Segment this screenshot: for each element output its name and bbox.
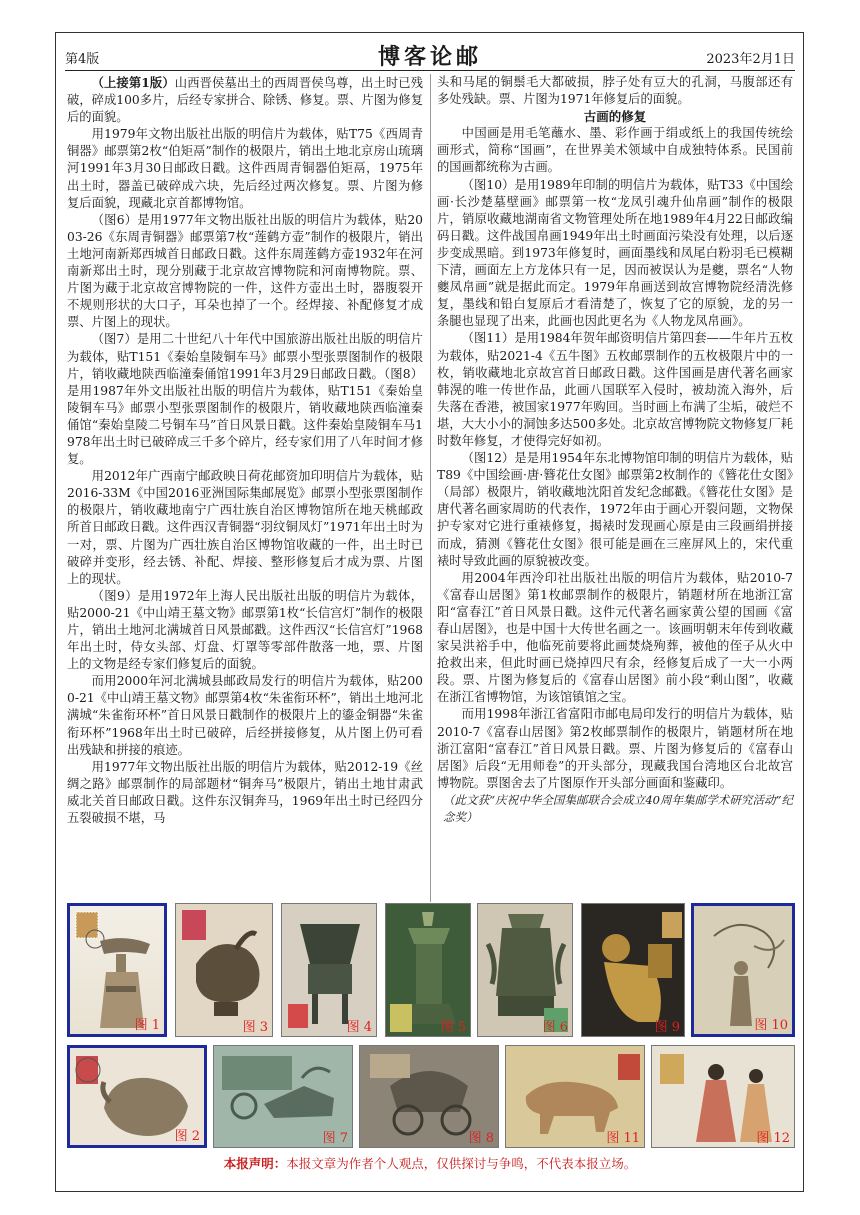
article-column-right — [437, 74, 793, 826]
figure-caption: 图 10 — [754, 1018, 788, 1033]
figure-8 — [359, 1045, 499, 1148]
column-divider — [430, 74, 431, 902]
newspaper-disclaimer — [65, 1154, 795, 1172]
issue-date: 2023年2月1日 — [706, 52, 795, 67]
figure-caption: 图 12 — [756, 1131, 790, 1146]
section-heading: 古画的修复 — [583, 109, 647, 125]
article-paragraph: （图11）是用1984年贺年邮资明信片第四套——牛年片五枚为载体，贴2021-4《五牛图》五枚邮票制作的五枚极限片中的一枚，销收藏地北京故宫首日邮政日戳。这件国画是唐代著名画家韩滉的唯一传世作品，此画八国联军入侵时，被劫流入海外，后失落在香港，被国家1977年购回。当时画上布满了尘垢，破烂不堪，大大小小的洞蚀多达500多处。北京故宫博物院文物修复厂耗时数年修复，才使得完好如初。 — [437, 331, 793, 448]
article-column-left — [67, 74, 423, 827]
article-paragraph — [67, 759, 423, 827]
article-paragraph: 头和马尾的铜鬃毛大都破损，脖子处有豆大的孔洞，马腹部还有多处残缺。票、片图为1971年修复后的面貌。 — [437, 75, 793, 107]
article-paragraph: 而用1998年浙江省富阳市邮电局印发行的明信片为载体，贴2010-7《富春山居图》第2枚邮票制作的极限片，销题材所在地浙江富阳“富春江”首日风景日戳。票、片图为修复后的《富春山居图》后段“无用师卷”的开头部分，现藏我国台湾地区台北故宫博物院。票图舍去了片图原作开头部分画面和鉴藏印。 — [437, 707, 793, 790]
photo-gallery — [67, 903, 795, 1148]
paragraph-text: （图7）是用二十世纪八十年代中国旅游出版社出版的明信片为载体，贴T151《秦始皇陵铜车马》邮票小型张票图制作的极限片，销收藏地陕西临潼秦俑馆1991年3月29日邮政日戳。（图8）是用1987年外文出版社出版的明信片为载体，贴T151《秦始皇陵铜车马》邮票小型张票图制作的极限片，销收藏地陕西临潼秦俑馆“秦始皇陵二号铜车马”首日风景日戳。这件秦始皇陵铜车马1978年出土时已破碎成三千多个碎片，经专家们用了八年时间才修复。 — [67, 332, 423, 467]
figure-6 — [477, 903, 573, 1037]
figure-caption: 图 3 — [242, 1020, 268, 1035]
paragraph-text: 而用2000年河北满城县邮政局发行的明信片为载体，贴2000-21《中山靖王墓文物》邮票第4枚“朱雀衔环杯”，销出土地河北满城“朱雀衔环杯”首日风景日戳制作的极限片上的鎏金铜器“朱雀衔环杯”1968年出土时已破碎，后经拼接修复，从片图上仍可看出残缺和拼接的痕迹。 — [67, 674, 423, 757]
figure-caption: 图 4 — [346, 1020, 372, 1035]
figure-5 — [385, 903, 471, 1037]
figure-9 — [581, 903, 685, 1037]
paragraph-text: 用2012年广西南宁邮政映日荷花邮资加印明信片为载体，贴2016-33M《中国2016亚洲国际集邮展览》邮票小型张票图制作的极限片，销收藏地南宁广西壮族自治区博物馆所在地天桃邮政所首日邮政日戳。这件西汉青铜器“羽纹铜凤灯”1971年出土时为一对，票、片图为广西壮族自治区博物馆收藏的一件，出土时已破碎并变形，经去锈、补配、焊接、整形修复后才成为票、片图上的现状。 — [67, 469, 423, 586]
paragraph-text: 用1977年文物出版社出版的明信片为载体，贴2012-19《丝绸之路》邮票制作的局部题材“铜奔马”极限片，销出土地甘肃武威北关首日邮政日戳。这件东汉铜奔马，1969年出土时已经四分五裂破损不堪，马 — [67, 759, 423, 826]
article-paragraph: （图12）是是用1954年东北博物馆印制的明信片为载体，贴T89《中国绘画·唐·簪花仕女图》邮票第2枚制作的《簪花仕女图》（局部）极限片，销收藏地沈阳首发纪念邮戳。《簪花仕女图》是唐代著名画家周昉的代表作，1972年由于画心开裂问题，文物保护专家对它进行重裱修复，揭裱时发现画心原是由三段画绢拼接而成，猜测《簪花仕女图》很可能是画在三座屏风上的，宋代重裱时导致此画的原貌被改变。 — [437, 451, 793, 568]
figure-12 — [651, 1045, 795, 1148]
paragraph-text: 用1979年文物出版社出版的明信片为载体，贴T75《西周青铜器》邮票第2枚“伯矩鬲”制作的极限片，销出土地北京房山琉璃河1991年3月30日邮政日戳。这件西周青铜器伯矩鬲，1975年出土时，器盖已破碎成六块，先后经过两次修复。票、片图为修复后面貌，现藏北京首都博物馆。 — [67, 127, 423, 210]
disclaimer-label: 本报声明： — [223, 1156, 287, 1171]
figure-4 — [281, 903, 377, 1037]
figure-1 — [67, 903, 167, 1037]
issue-number: 第4版 — [65, 52, 100, 67]
article-paragraph — [67, 331, 423, 468]
masthead-title: 博客论邮 — [377, 44, 482, 70]
continued-from-marker: （上接第1版） — [91, 75, 175, 90]
figure-caption: 图 1 — [134, 1018, 160, 1033]
article-paragraph — [67, 126, 423, 211]
header-rule — [65, 70, 795, 71]
figure-3 — [175, 903, 273, 1037]
award-footnote: （此文获“庆祝中华全国集邮联合会成立40周年集邮学术研究活动”纪念奖） — [443, 792, 793, 825]
figure-caption: 图 8 — [468, 1131, 494, 1146]
paragraph-text: 山西晋侯墓出土的西周晋侯鸟尊，出土时已残破，碎成100多片，后经专家拼合、除锈、修复。票、片图为修复后的面貌。 — [67, 76, 423, 125]
figure-caption: 图 6 — [542, 1020, 568, 1035]
figure-caption: 图 11 — [606, 1131, 640, 1146]
article-paragraph — [67, 673, 423, 758]
figure-10 — [691, 903, 795, 1037]
article-paragraph — [67, 74, 423, 126]
article-paragraph: 中国画是用毛笔蘸水、墨、彩作画于绢或纸上的我国传统绘画形式，简称“国画”，在世界美术领域中自成独特体系。民国前的国画都统称为古画。 — [437, 126, 793, 175]
paragraph-text: （图6）是用1977年文物出版社出版的明信片为载体，贴2003-26《东周青铜器》邮票第7枚“莲鹤方壶”制作的极限片，销出土地河南新郑西城首日邮政日戳。这件东周莲鹤方壶1932年在河南新郑出土时，现分别藏于北京故宫博物院和河南博物院。票、片图为藏于北京故宫博物院的一件，这件方壶出土时，器腹裂开不规则形状的大口子，耳朵也掉了一个。经焊接、补配修复才成票、片图上的现状。 — [67, 212, 423, 330]
paragraph-text: （图9）是用1972年上海人民出版社出版的明信片为载体，贴2000-21《中山靖王墓文物》邮票第1枚“长信宫灯”制作的极限片，销出土地河北满城首日风景邮戳。这件西汉“长信宫灯”1968年出土时，侍女头部、灯盘、灯罩等零部件散落一地，票、片图上的文物是经专家们修复后的面貌。 — [67, 588, 423, 672]
article-paragraph: 用2004年西泠印社出版社出版的明信片为载体，贴2010-7《富春山居图》第1枚邮票制作的极限片，销题材所在地浙江富阳“富春江”首日风景日戳。这件元代著名画家黄公望的国画《富春山居图》，也是中国十大传世名画之一。该画明朝末年传到收藏家吴洪裕手中，他临死前要将此画焚烧殉葬，被他的侄子从火中抢救出来，但此时画已烧掉四尺有余，经修复后成了一大一小两段。票、片图为修复后的《富春山居图》前小段“剩山图”，收藏在浙江省博物馆，为该馆镇馆之宝。 — [437, 570, 793, 705]
figure-caption: 图 5 — [440, 1020, 466, 1035]
figure-caption: 图 2 — [174, 1129, 200, 1144]
figure-7 — [213, 1045, 353, 1148]
figure-2 — [67, 1045, 207, 1148]
figure-caption: 图 7 — [322, 1131, 348, 1146]
figure-caption: 图 9 — [654, 1020, 680, 1035]
article-paragraph — [67, 212, 423, 332]
article-paragraph — [67, 468, 423, 588]
disclaimer-text: 本报文章为作者个人观点，仅供探讨与争鸣，不代表本报立场。 — [286, 1156, 637, 1171]
page-header — [65, 38, 795, 70]
article-paragraph: （图10）是用1989年印制的明信片为载体，贴T33《中国绘画·长沙楚墓壁画》邮票第一枚“龙凤引魂升仙帛画”制作的极限片，销原收藏地湖南省文物管理处所在地1989年4月22日邮政编码日戳。这件战国帛画1949年出土时画面污染没有处理，以后逐步变成黑暗。到1973年修复时，画面墨线和凤尾白粉羽毛已模糊下清，画面左上方龙体只有一足，因而被误认为是夔，票名“人物夔凤帛画”就是据此而定。1979年帛画送到故宫博物院经清洗修复，墨线和铅白复原后才看清楚了，恢复了它的原貌，龙的另一条腿也显现了出来，此画也因此更名为《人物龙凤帛画》。 — [437, 177, 793, 329]
figure-11 — [505, 1045, 645, 1148]
article-paragraph — [67, 588, 423, 673]
